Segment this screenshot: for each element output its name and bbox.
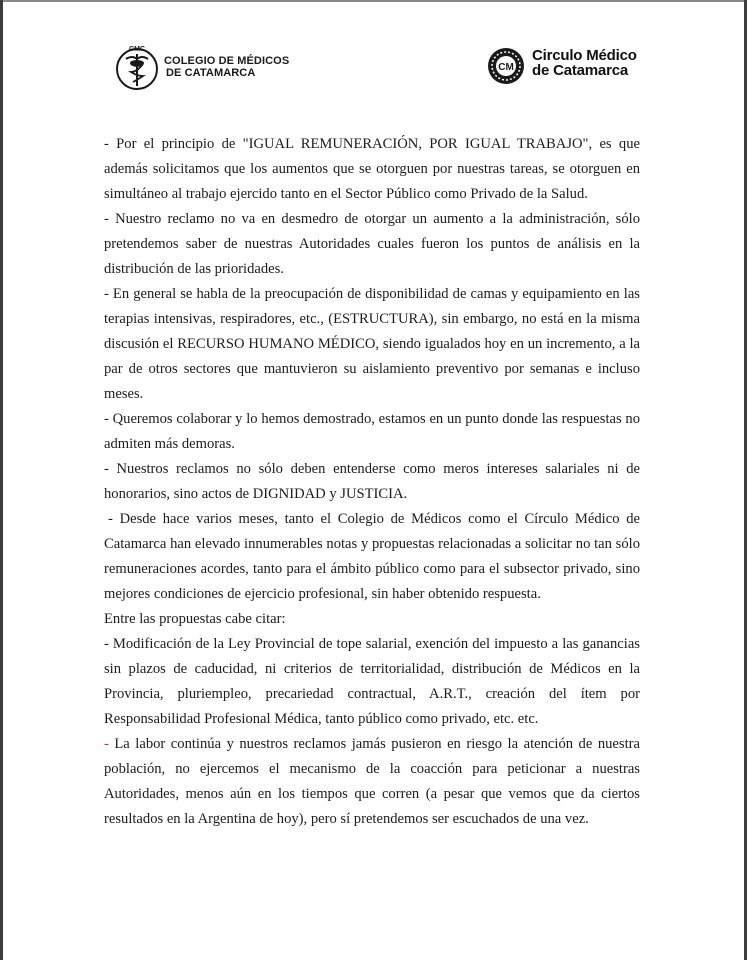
circulo-name-line2: de Catamarca	[532, 62, 628, 79]
paragraph-propuestas-intro: Entre las propuestas cabe citar:	[104, 611, 286, 627]
paragraph-colaborar: - Queremos colaborar y lo hemos demostrado, estamos en un punto donde las respuestas no admiten más demoras.	[104, 411, 640, 452]
caduceus-seal-icon	[114, 42, 160, 92]
colegio-name-line1: COLEGIO DE MÉDICOS	[164, 55, 290, 67]
paragraph-modificacion-ley: - Modificación de la Ley Provincial de tope salarial, exención del impuesto a las ganancias sin plazos de caducidad, ni criterios de territorialidad, distribución de Médicos en la Provincia, pluriempleo, precariedad contractual, A.R.T., creación del ítem por Responsabilidad Profesional Médica, tanto público como privado, etc. etc.	[104, 636, 640, 727]
circulo-name-line1: Circulo Médico	[532, 47, 637, 64]
colegio-medicos-name	[164, 55, 289, 79]
paragraph-dignidad-justicia: - Nuestros reclamos no sólo deben entenderse como meros intereses salariales ni de honorarios, sino actos de DIGNIDAD y JUSTICIA.	[104, 461, 640, 502]
paragraph-reclamo-administracion: - Nuestro reclamo no va en desmedro de otorgar un aumento a la administración, sólo pretendemos saber de nuestras Autoridades cuales fueron los puntos de análisis en la distribución de las prioridades.	[104, 211, 640, 277]
colegio-medicos-logo	[114, 42, 314, 98]
letterhead	[0, 36, 747, 106]
page-left-border	[0, 0, 3, 960]
page-top-border	[0, 0, 747, 2]
paragraph-igual-remuneracion: - Por el principio de "IGUAL REMUNERACIÓN, POR IGUAL TRABAJO", es que además solicitamos que los aumentos que se otorguen por nuestras tareas, se otorguen en simultáneo al trabajo ejercido tanto en el Sector Público como Privado de la Salud.	[104, 136, 640, 202]
red-dash: -	[104, 736, 109, 752]
badge-text: CM	[498, 62, 514, 73]
paragraph-camas-equipamiento: - En general se habla de la preocupación de disponibilidad de camas y equipamiento en las terapias intensivas, respiradores, etc., (ESTRUCTURA), sin embargo, no está en la misma discusión el RECURSO HUMANO MÉDICO, siendo igualados hoy en un incremento, a la par de otros sectores que mantuvieron su aislamiento preventivo por semanas e incluso meses.	[104, 286, 640, 402]
seal-text: CMC	[129, 46, 145, 53]
circulo-medico-name	[532, 48, 637, 78]
circulo-medico-logo	[486, 44, 656, 92]
circulo-medico-badge-icon	[486, 46, 526, 86]
paragraph-varios-meses: - Desde hace varios meses, tanto el Colegio de Médicos como el Círculo Médico de Catamarca han elevado innumerables notas y propuestas relacionadas a solicitar no tan sólo remuneraciones acordes, tanto para el ámbito público como para el subsector privado, sino mejores condiciones de ejercicio profesional, sin haber obtenido respuesta.	[104, 511, 640, 602]
paragraph-labor-text: La labor continúa y nuestros reclamos jamás pusieron en riesgo la atención de nuestra población, no ejercemos el mecanismo de la coacción para peticionar a nuestras Autoridades, menos aún en los tiempos que corren (a pesar que vemos que da ciertos resultados en la Argentina de hoy), pero sí pretendemos ser escuchados de una vez.	[104, 736, 640, 827]
paragraph-labor-continua	[104, 732, 640, 832]
colegio-name-line2: DE CATAMARCA	[166, 67, 256, 79]
letter-body	[104, 132, 640, 832]
